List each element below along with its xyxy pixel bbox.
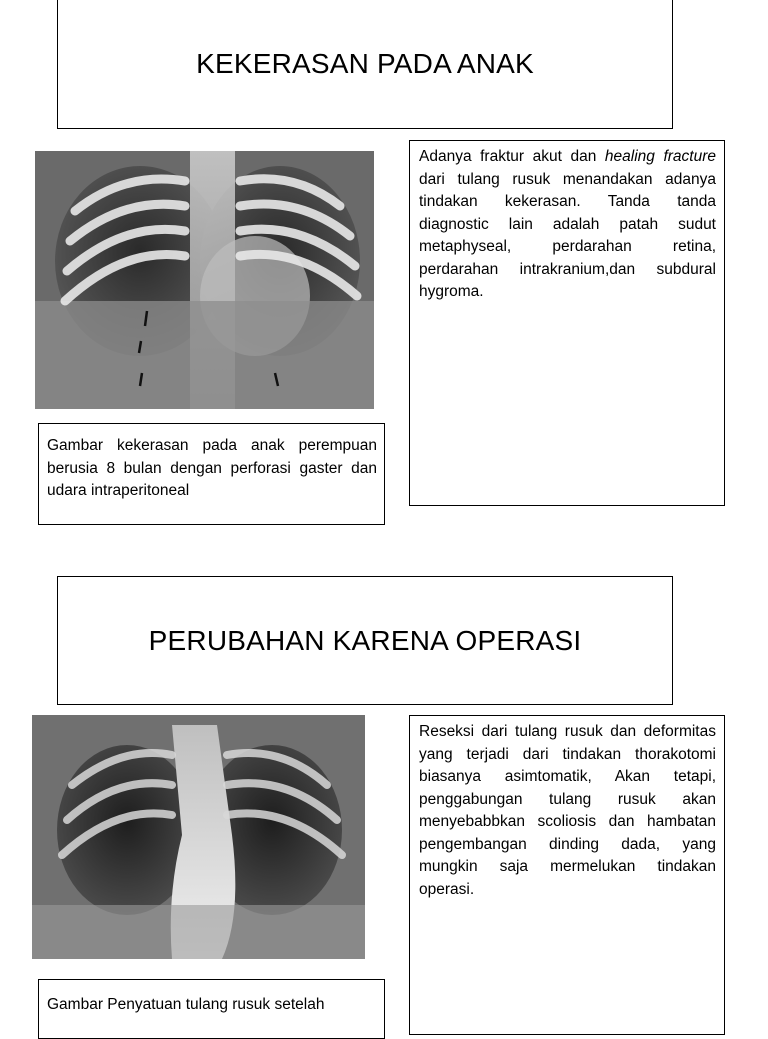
section2-caption-box (38, 979, 385, 1039)
xray-image-post-operation (32, 715, 365, 959)
section2-title: PERUBAHAN KARENA OPERASI (148, 624, 582, 656)
section1-title-box (57, 0, 673, 129)
section1-caption: Gambar kekerasan pada anak perempuan berusia 8 bulan dengan perforasi gaster dan udara intraperitoneal (47, 437, 377, 499)
section2-caption: Gambar Penyatuan tulang rusuk setelah (47, 996, 325, 1013)
section1-title: KEKERASAN PADA ANAK (196, 47, 534, 79)
section2-title-box (57, 576, 673, 705)
section1-body-italic: healing fracture (604, 148, 717, 165)
section1-body-suffix: dari tulang rusuk menandakan adanya tindakan kekerasan. Tanda tanda diagnostic lain adalah patah sudut metaphyseal, perdarahan retina, perdarahan intrakranium,dan subdural hygroma. (419, 170, 716, 300)
section1-caption-box (38, 423, 385, 525)
xray-image-child-abuse (35, 151, 374, 409)
section1-description-box (409, 140, 725, 506)
section2-description-box (409, 715, 725, 1035)
section1-body-prefix: Adanya fraktur akut dan (419, 148, 605, 165)
section2-body: Reseksi dari tulang rusuk dan deformitas yang terjadi dari tindakan thorakotomi biasanya asimtomatik, Akan tetapi, penggabungan tulang rusuk akan menyebabbkan scoliosis dan hambatan pengembangan dinding dada, yang mungkin saja mermelukan tindakan operasi. (419, 723, 716, 898)
